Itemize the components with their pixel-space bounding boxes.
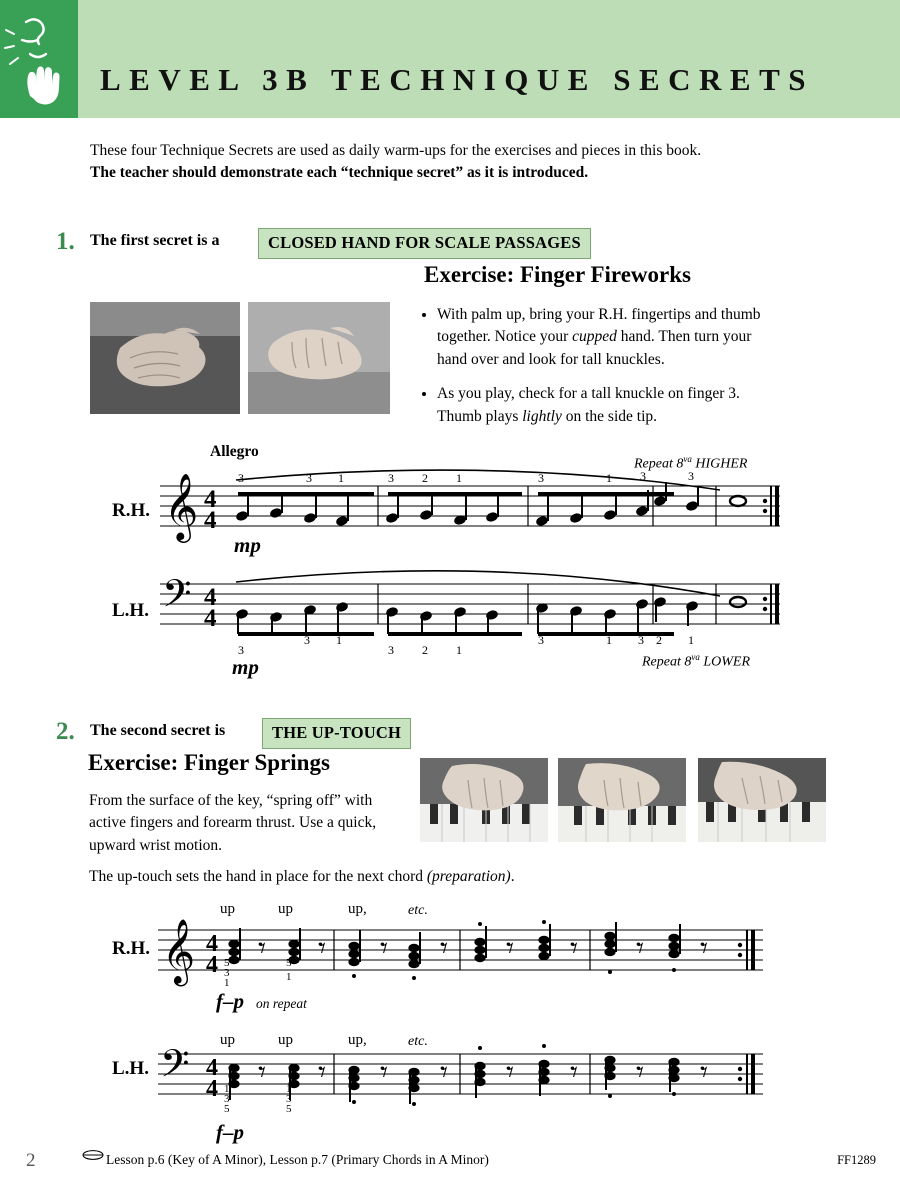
svg-text:1: 1	[286, 971, 292, 983]
svg-text:4: 4	[204, 507, 217, 534]
up-label-rh-3: up,	[348, 901, 367, 917]
svg-text:3: 3	[304, 633, 310, 647]
svg-text:𝄾: 𝄾	[700, 1055, 708, 1090]
tempo-marking: Allegro	[210, 443, 259, 460]
rh-staff-system-1	[160, 468, 780, 550]
svg-text:𝄾: 𝄾	[258, 931, 266, 966]
list-item: • With palm up, bring your R.H. fingertips and thumb together. Notice your cupped hand. Then turn your hand over and look for tall knuckles.	[437, 304, 770, 371]
svg-text:𝄾: 𝄾	[318, 931, 326, 966]
lh-label-2: L.H.	[112, 1058, 149, 1079]
rh-dynamic-note-2: on repeat	[256, 996, 307, 1011]
svg-text:3: 3	[286, 1093, 292, 1105]
svg-text:4: 4	[206, 931, 218, 957]
up-label-lh-3: up,	[348, 1032, 367, 1048]
rh-dynamic-1: mp	[234, 533, 261, 557]
svg-text:1: 1	[606, 633, 612, 647]
svg-text:3: 3	[224, 1093, 230, 1105]
svg-text:𝄾: 𝄾	[380, 1055, 388, 1090]
svg-text:5: 5	[286, 1103, 292, 1115]
svg-text:𝄾: 𝄾	[440, 931, 448, 966]
section-2-secret-badge: THE UP-TOUCH	[262, 718, 411, 749]
list-item: • As you play, check for a tall knuckle on finger 3. Thumb plays lightly on the side tip.	[437, 383, 770, 428]
rh-label-1: R.H.	[112, 500, 150, 521]
svg-text:2: 2	[422, 471, 428, 485]
svg-text:𝄾: 𝄾	[636, 931, 644, 966]
svg-text:3: 3	[238, 471, 244, 485]
lh-staff-system-2	[158, 1040, 763, 1120]
svg-text:3: 3	[388, 643, 394, 657]
up-label-lh-2: up	[278, 1032, 293, 1048]
svg-text:3: 3	[306, 471, 312, 485]
svg-text:𝄾: 𝄾	[258, 1055, 266, 1090]
section-2-exercise-title: Exercise: Finger Springs	[88, 750, 330, 775]
svg-text:3: 3	[638, 633, 644, 647]
open-palm-photo	[90, 302, 240, 414]
lh-label-1: L.H.	[112, 600, 149, 621]
up-label-rh-2: up	[278, 901, 293, 917]
svg-text:3: 3	[388, 471, 394, 485]
footer-code: FF1289	[837, 1153, 876, 1167]
svg-text:4: 4	[206, 952, 218, 978]
svg-text:5: 5	[224, 1103, 230, 1115]
svg-text:𝄞: 𝄞	[164, 472, 199, 540]
section-2-lead: The second secret is	[90, 722, 226, 739]
svg-text:𝄾: 𝄾	[700, 931, 708, 966]
section-2-description: From the surface of the key, “spring off” with active fingers and forearm thrust. Use a quick, upward wrist motion.	[89, 792, 377, 854]
closed-hand-photo	[248, 302, 390, 414]
svg-text:1: 1	[688, 633, 694, 647]
footer-note: Lesson p.6 (Key of A Minor), Lesson p.7 (Primary Chords in A Minor)	[106, 1152, 489, 1167]
svg-text:1: 1	[606, 471, 612, 485]
svg-text:3: 3	[640, 469, 646, 483]
svg-text:2: 2	[656, 633, 662, 647]
svg-text:1: 1	[286, 1083, 292, 1095]
rh-dynamic-2: f–p	[216, 989, 244, 1013]
rh-staff-system-2	[158, 918, 763, 990]
section-1-exercise-title: Exercise: Finger Fireworks	[424, 262, 691, 287]
rh-label-2: R.H.	[112, 938, 150, 959]
svg-text:𝄞: 𝄞	[162, 919, 196, 984]
section-1-lead: The first secret is a	[90, 232, 220, 249]
svg-text:3: 3	[238, 643, 244, 657]
intro-line-2: The teacher should demonstrate each “technique secret” as it is introduced.	[90, 164, 589, 181]
svg-text:1: 1	[336, 633, 342, 647]
svg-text:2: 2	[422, 643, 428, 657]
svg-text:1: 1	[224, 1083, 230, 1095]
svg-text:3: 3	[538, 633, 544, 647]
svg-text:3: 3	[688, 469, 694, 483]
svg-text:𝄾: 𝄾	[506, 1055, 514, 1090]
svg-text:𝄾: 𝄾	[440, 1055, 448, 1090]
svg-text:𝄾: 𝄾	[570, 931, 578, 966]
svg-text:1: 1	[456, 643, 462, 657]
section-1-number: 1.	[56, 228, 75, 255]
page-title: LEVEL 3B TECHNIQUE SECRETS	[100, 62, 815, 97]
intro-line-1: These four Technique Secrets are used as daily warm-ups for the exercises and pieces in this book.	[90, 142, 702, 159]
svg-text:4: 4	[206, 1076, 218, 1102]
repeat-upper-note: Repeat $8^{va}$ HIGHER	[634, 454, 748, 472]
hand-on-keys-photo-3	[698, 758, 826, 842]
book-icon	[82, 1148, 104, 1166]
lh-dynamic-2: f–p	[216, 1120, 244, 1144]
page-header	[0, 0, 900, 118]
svg-text:𝄾: 𝄾	[506, 931, 514, 966]
svg-text:3: 3	[538, 471, 544, 485]
section-1-bullets	[420, 304, 770, 440]
svg-text:𝄢: 𝄢	[160, 1041, 190, 1095]
svg-text:𝄾: 𝄾	[318, 1055, 326, 1090]
intro-text	[90, 140, 790, 184]
svg-text:𝄢: 𝄢	[162, 571, 192, 625]
svg-text:𝄾: 𝄾	[380, 931, 388, 966]
svg-text:1: 1	[224, 977, 230, 989]
etc-label-lh: etc.	[408, 1034, 428, 1049]
svg-text:1: 1	[456, 471, 462, 485]
svg-text:𝄾: 𝄾	[570, 1055, 578, 1090]
svg-text:4: 4	[204, 605, 217, 632]
hand-on-keys-photo-2	[558, 758, 686, 842]
lh-staff-system-1	[160, 562, 780, 657]
section-2-number: 2.	[56, 718, 75, 745]
svg-text:5: 5	[224, 957, 230, 969]
section-1-secret-badge: CLOSED HAND FOR SCALE PASSAGES	[258, 228, 591, 259]
lh-dynamic-1: mp	[232, 655, 259, 679]
repeat-lower-note: Repeat $8^{va}$ LOWER	[642, 652, 751, 670]
up-label-rh-1: up	[220, 901, 235, 917]
hand-on-keys-photo-1	[420, 758, 548, 842]
section-2-note: The up-touch sets the hand in place for the next chord (preparation).	[89, 868, 515, 885]
svg-text:4: 4	[206, 1055, 218, 1081]
svg-text:3: 3	[224, 967, 230, 979]
svg-text:5: 5	[286, 957, 292, 969]
up-label-lh-1: up	[220, 1032, 235, 1048]
svg-text:4: 4	[204, 584, 217, 611]
svg-text:4: 4	[204, 486, 217, 513]
hand-face-logo-icon	[0, 0, 78, 118]
svg-text:𝄾: 𝄾	[636, 1055, 644, 1090]
svg-text:1: 1	[338, 471, 344, 485]
page-number: 2	[26, 1150, 36, 1171]
etc-label-rh: etc.	[408, 903, 428, 918]
